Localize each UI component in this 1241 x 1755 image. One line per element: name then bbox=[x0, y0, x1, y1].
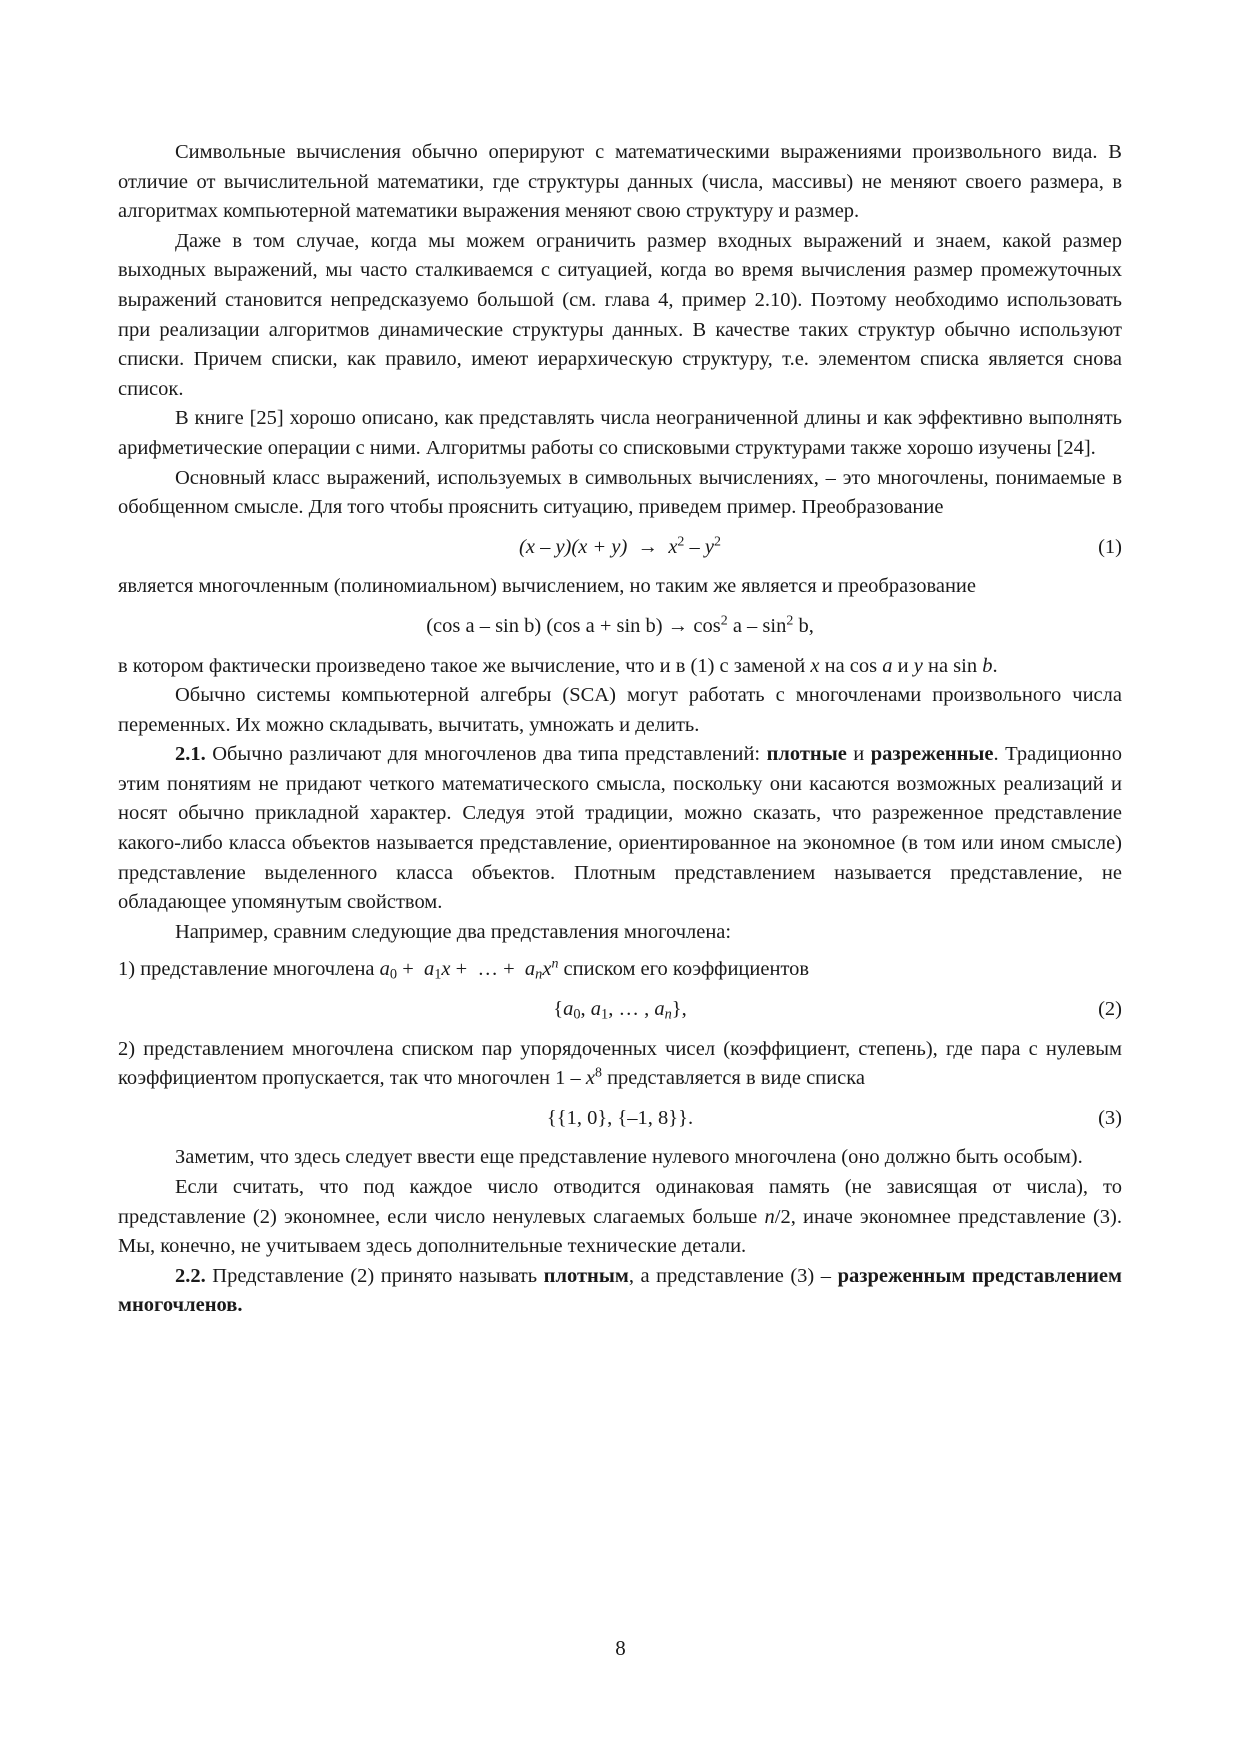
eqcos-cos: cos bbox=[693, 614, 721, 637]
term-dense-2: плотным bbox=[543, 1264, 629, 1287]
p8-text-b: . Традиционно этим понятиям не придают четкого математического смысла, поскольку они касаются возможных реализаций и носят обычно прикладной характер. Следуя этой традиции, можно сказать, что разреженное представление какого-либо класса объектов называется представление, ориентированное на экономное (в том или ином смысле) представление выделенного класса объектов. Плотным представлением называется представление, не обладающее упомянутым свойством. bbox=[118, 743, 1122, 914]
p11-var-x: x bbox=[585, 1067, 595, 1090]
equation-3-number: (3) bbox=[1098, 1106, 1122, 1129]
paragraph-4: Основный класс выражений, используемых в символьных вычислениях, – это многочлены, понимаемые в обобщенном смысле. Для того чтобы прояснить ситуацию, приведем пример. Преобразование bbox=[118, 466, 1122, 519]
term-sparse-2: разреженным представлением многочленов. bbox=[118, 1264, 1122, 1317]
p6-text-e: . bbox=[992, 654, 998, 677]
page-number: 8 bbox=[615, 1636, 626, 1660]
equation-3-expression: {{1, 0}, {–1, 8}}. bbox=[546, 1106, 694, 1129]
section-number-2-2: 2.2. bbox=[175, 1264, 206, 1287]
equation-cos-expression bbox=[426, 612, 814, 642]
paragraph-9: Например, сравним следующие два представления многочлена: bbox=[175, 920, 732, 943]
paragraph-2: Даже в том случае, когда мы можем ограничить размер входных выражений и знаем, какой размер выходных выражений, мы часто сталкиваемся с ситуацией, когда во время вычисления размер промежуточных выражений становится непредсказуемо большой (см. глава 4, пример 2.10). Поэтому необходимо использовать при реализации алгоритмов динамические структуры данных. В качестве таких структур обычно используют списки. Причем списки, как правило, имеют иерархическую структуру, т.е. элементом списка является снова список. bbox=[118, 229, 1122, 400]
term-dense: плотные bbox=[766, 743, 847, 766]
p11-exp: 8 bbox=[594, 1065, 602, 1081]
equation-1 bbox=[118, 533, 1122, 563]
eqcos-mid: a – sin bbox=[727, 614, 787, 637]
equation-1-expression bbox=[519, 533, 721, 563]
p8-text-a: Обычно различают для многочленов два типа представлений: bbox=[205, 743, 767, 766]
eq1-rhs-y: y bbox=[704, 535, 714, 558]
equation-3 bbox=[118, 1104, 1122, 1134]
p6-var-b: b bbox=[982, 654, 993, 677]
term-sparse: разреженные bbox=[870, 743, 994, 766]
paragraph-5: является многочленным (полиномиальном) вычислением, но таким же является и преобразование bbox=[118, 575, 976, 598]
p13-text-b: /2, иначе экономнее представление (3). Мы, конечно, не учитываем здесь дополнительные технические детали. bbox=[118, 1205, 1122, 1258]
p10-text-a: 1) представление многочлена bbox=[118, 958, 380, 981]
eq1-lhs: (x – y)(x + y) bbox=[519, 535, 628, 558]
p11-text-b: представляется в виде списка bbox=[601, 1067, 865, 1090]
equation-2-expression: {$a_0$, $a_1$, … , $a_n$}, bbox=[553, 998, 687, 1023]
p6-text-d: на sin bbox=[922, 654, 983, 677]
paragraph-10 bbox=[118, 955, 1122, 985]
p8-text-and: и bbox=[846, 743, 871, 766]
equation-2-number: (2) bbox=[1098, 998, 1122, 1021]
p6-var-x: x bbox=[810, 654, 820, 677]
eq1-rhs-x: x bbox=[668, 535, 678, 558]
paragraph-11 bbox=[118, 1035, 1122, 1094]
p13-text-a: Если считать, что под каждое число отводится одинаковая память (не зависящая от числа), то представление (2) экономнее, если число ненулевых слагаемых больше bbox=[118, 1176, 1122, 1228]
eq1-arrow: → bbox=[637, 535, 659, 558]
p11-text-a: 2) представлением многочлена списком пар упорядоченных чисел (коэффициент, степень), где пара с нулевым коэффициентом пропускается, так что многочлен 1 – bbox=[118, 1037, 1122, 1090]
paragraph-7: Обычно системы компьютерной алгебры (SCA) могут работать с многочленами произвольного числа переменных. Их можно складывать, вычитать, умножать и делить. bbox=[118, 684, 1122, 736]
eq1-exp-x: 2 bbox=[677, 534, 685, 550]
paragraph-13 bbox=[118, 1173, 1122, 1262]
paragraph-3: В книге [25] хорошо описано, как представлять числа неограниченной длины и как эффективно выполнять арифметические операции с ними. Алгоритмы работы со списковыми структурами также хорошо изучены [24]. bbox=[118, 407, 1122, 459]
paragraph-8 bbox=[118, 740, 1122, 918]
equation-cos bbox=[118, 612, 1122, 642]
document-page bbox=[118, 138, 1122, 1321]
p14-text-b: , а представление (3) – bbox=[628, 1264, 838, 1287]
equation-1-number: (1) bbox=[1098, 535, 1122, 558]
paragraph-12: Заметим, что здесь следует ввести еще представление нулевого многочлена (оно должно быть особым). bbox=[175, 1146, 1083, 1169]
p10-text-b: списком его коэффициентов bbox=[558, 958, 810, 981]
p6-text-c: и bbox=[892, 654, 914, 677]
p13-var-n: n bbox=[764, 1205, 775, 1228]
p14-text-a: Представление (2) принято называть bbox=[205, 1264, 544, 1287]
equation-2 bbox=[118, 995, 1122, 1025]
p6-text-b: на cos bbox=[819, 654, 883, 677]
eq1-exp-y: 2 bbox=[714, 534, 721, 550]
eq1-minus: – bbox=[684, 535, 705, 558]
eqcos-arrow: → bbox=[667, 614, 689, 637]
section-number-2-1: 2.1. bbox=[175, 743, 206, 766]
paragraph-14 bbox=[118, 1262, 1122, 1321]
p6-text-a: в котором фактически произведено такое же вычисление, что и в (1) с заменой bbox=[118, 654, 811, 677]
eqcos-exp-cos: 2 bbox=[720, 613, 728, 629]
p6-var-y: y bbox=[913, 654, 923, 677]
paragraph-6 bbox=[118, 652, 1122, 682]
polynomial-expression: $a_0 + a_1x$ + … + $a_nx^n$ bbox=[379, 956, 559, 984]
eqcos-exp-sin: 2 bbox=[786, 613, 794, 629]
eqcos-end: b, bbox=[793, 614, 814, 637]
eqcos-left: (cos a – sin b) (cos a + sin b) bbox=[426, 614, 663, 637]
paragraph-1: Символьные вычисления обычно оперируют с математическими выражениями произвольного вида. В отличие от вычислительной математики, где структуры данных (числа, массивы) не меняют своего размера, в алгоритмах компьютерной математики выражения меняют свою структуру и размер. bbox=[118, 141, 1122, 223]
p6-var-a: a bbox=[882, 654, 893, 677]
